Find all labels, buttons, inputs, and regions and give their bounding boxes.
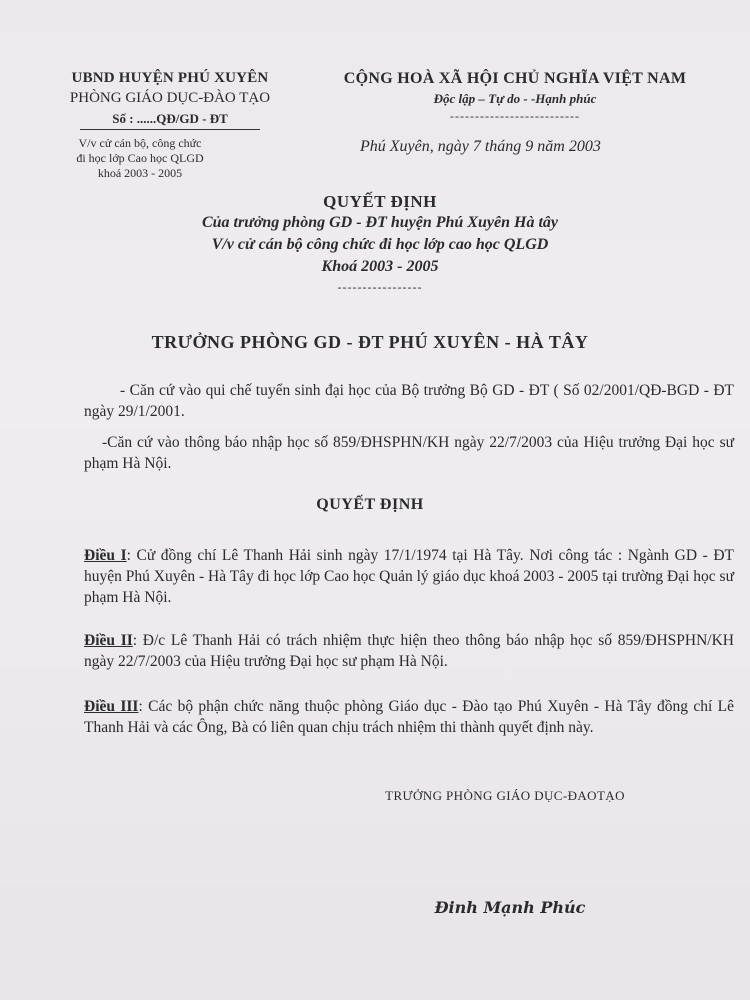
article-3 — [84, 696, 734, 738]
article-label: Điều II — [84, 632, 133, 649]
article-label: Điều I — [84, 547, 127, 564]
subject-line: đi học lớp Cao học QLGD — [76, 151, 204, 165]
issuer-header — [40, 70, 300, 130]
authority-heading: TRƯỞNG PHÒNG GD - ĐT PHÚ XUYÊN - HÀ TÂY — [151, 332, 589, 352]
national-header — [310, 70, 720, 124]
decision-heading: QUYẾT ĐỊNH — [316, 496, 424, 513]
subject-note — [40, 136, 240, 181]
decision-title: QUYẾT ĐỊNH — [323, 192, 437, 211]
article-label: Điều III — [84, 698, 139, 715]
legal-basis-2: -Căn cứ vào thông báo nhập học số 859/ĐHSPHN/KH ngày 22/7/2003 của Hiệu trưởng Đại học sư phạm Hà Nội. — [84, 434, 734, 472]
decision-title-block — [100, 192, 660, 295]
article-text: : Đ/c Lê Thanh Hải có trách nhiệm thực hiện theo thông báo nhập học số 859/ĐHSPHN/KH ngày 22/7/2003 của Hiệu trưởng Đại học sư phạm Hà Nội. — [84, 632, 734, 670]
legal-basis-1: - Căn cứ vào qui chế tuyển sinh đại học của Bộ trưởng Bộ GD - ĐT ( Số 02/2001/QĐ-BGD - ĐT ngày 29/1/2001. — [84, 382, 734, 420]
article-text: : Các bộ phận chức năng thuộc phòng Giáo dục - Đào tạo Phú Xuyên - Hà Tây đồng chí Lê Thanh Hải và các Ông, Bà có liên quan chịu trách nhiệm thi thành quyết định này. — [84, 698, 734, 736]
title-divider: ----------------- — [337, 280, 423, 294]
issuer-district: UBND HUYỆN PHÚ XUYÊN — [71, 70, 269, 86]
title-line: Của trưởng phòng GD - ĐT huyện Phú Xuyên Hà tây — [201, 214, 558, 231]
document-number: Số : ......QĐ/GD - ĐT — [112, 111, 228, 126]
article-text: : Cử đồng chí Lê Thanh Hải sinh ngày 17/1/1974 tại Hà Tây. Nơi công tác : Ngành GD - ĐT huyện Phú Xuyên - Hà Tây đi học lớp Cao học Quản lý giáo dục khoá 2003 - 2005 tại trường Đại học sư phạm Hà Nội. — [84, 547, 734, 606]
subject-line: V/v cử cán bộ, công chức — [78, 136, 202, 150]
subject-line: khoá 2003 - 2005 — [97, 166, 183, 180]
issuer-office: PHÒNG GIÁO DỤC-ĐÀO TẠO — [69, 90, 271, 106]
national-motto: Độc lập – Tự do - -Hạnh phúc — [433, 91, 597, 106]
title-line: V/v cử cán bộ công chức đi học lớp cao học QLGD — [211, 236, 549, 253]
signer-name: Đinh Mạnh Phúc — [434, 898, 586, 917]
number-underline — [80, 129, 260, 130]
header-divider: -------------------------- — [450, 109, 580, 123]
article-2 — [84, 630, 734, 672]
date-line: Phú Xuyên, ngày 7 tháng 9 năm 2003 — [360, 138, 601, 155]
nation-name: CỘNG HOÀ XÃ HỘI CHỦ NGHĨA VIỆT NAM — [343, 70, 687, 87]
title-line: Khoá 2003 - 2005 — [321, 258, 439, 275]
signer-title: TRƯỞNG PHÒNG GIÁO DỤC-ĐAOTẠO — [385, 788, 625, 803]
article-1 — [84, 545, 734, 608]
